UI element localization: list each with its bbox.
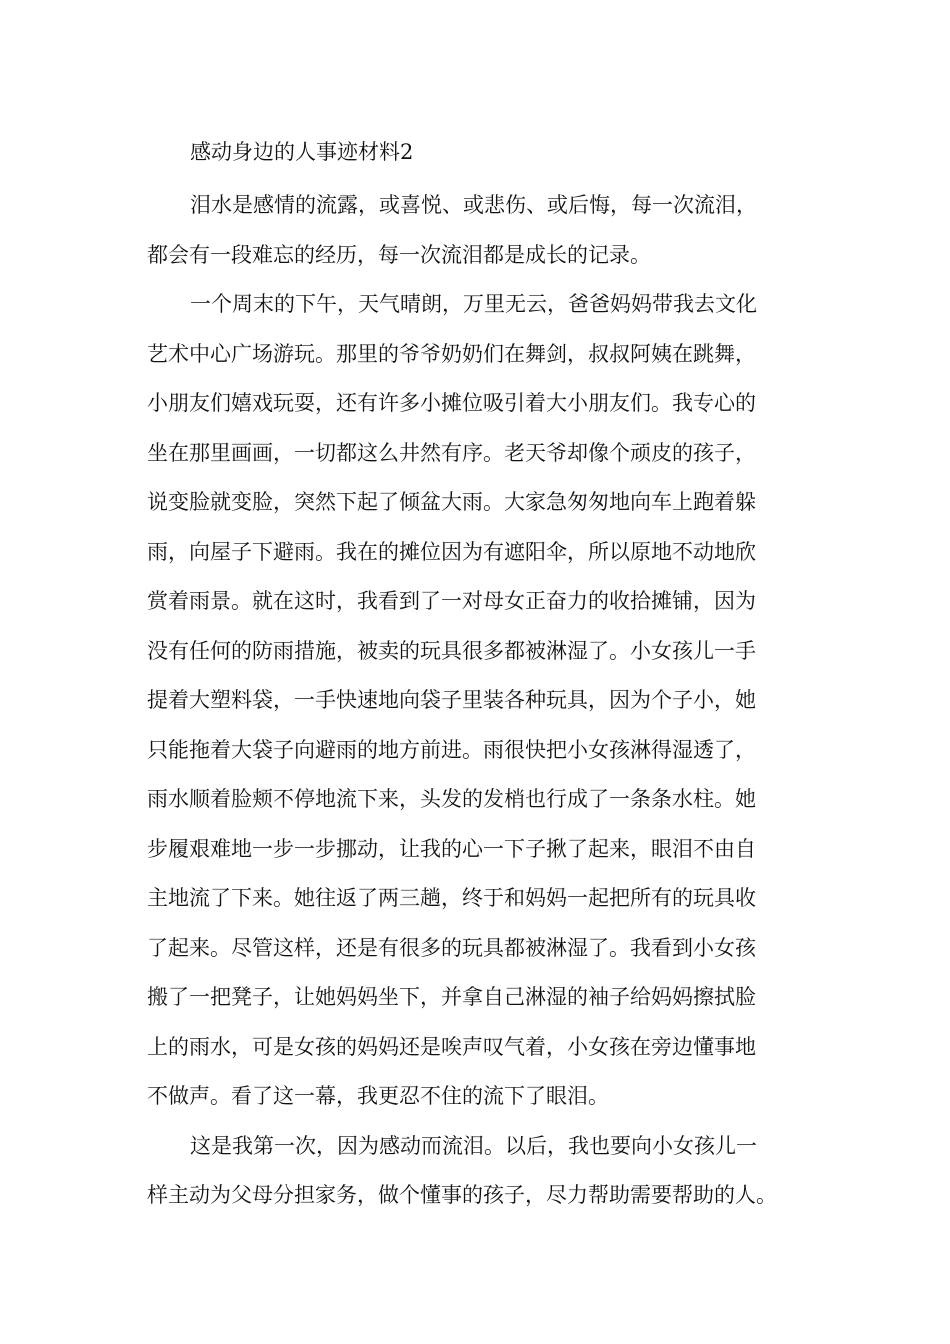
text-line: 艺术中心广场游玩。那里的爷爷奶奶们在舞剑，叔叔阿姨在跳舞，	[147, 341, 756, 366]
paragraph	[147, 280, 827, 1122]
text-line: 了起来。尽管这样，还是有很多的玩具都被淋湿了。我看到小女孩	[147, 935, 756, 960]
document-title: 感动身边的人事迹材料2	[190, 140, 414, 164]
text-line: 一个周末的下午，天气晴朗，万里无云，爸爸妈妈带我去文化	[190, 292, 757, 316]
text-line: 只能拖着大袋子向避雨的地方前进。雨很快把小女孩淋得湿透了，	[147, 737, 756, 762]
text-line: 步履艰难地一步一步挪动，让我的心一下子揪了起来，眼泪不由自	[147, 836, 756, 861]
text-line: 都会有一段难忘的经历，每一次流泪都是成长的记录。	[147, 242, 651, 267]
text-line: 说变脸就变脸，突然下起了倾盆大雨。大家急匆匆地向车上跑着躲	[147, 490, 756, 514]
text-line: 小朋友们嬉戏玩耍，还有许多小摊位吸引着大小朋友们。我专心的	[147, 391, 756, 415]
text-line: 赏着雨景。就在这时，我看到了一对母女正奋力的收拾摊铺，因为	[147, 589, 756, 613]
text-line: 坐在那里画画，一切都这么井然有序。老天爷却像个顽皮的孩子，	[147, 440, 756, 465]
text-line: 主地流了下来。她往返了两三趟，终于和妈妈一起把所有的玩具收	[147, 886, 756, 910]
text-line: 搬了一把凳子，让她妈妈坐下，并拿自己淋湿的袖子给妈妈擦拭脸	[147, 985, 756, 1009]
text-line: 泪水是感情的流露，或喜悦、或悲伤、或后悔，每一次流泪，	[190, 193, 757, 217]
paragraph	[147, 181, 827, 280]
text-line: 这是我第一次，因为感动而流泪。以后，我也要向小女孩儿一	[190, 1133, 757, 1158]
text-line: 提着大塑料袋，一手快速地向袋子里装各种玩具，因为个子小，她	[147, 688, 756, 712]
text-line: 没有任何的防雨措施，被卖的玩具很多都被淋湿了。小女孩儿一手	[147, 638, 756, 663]
text-line: 雨水顺着脸颊不停地流下来，头发的发梢也行成了一条条水柱。她	[147, 787, 756, 811]
paragraph	[147, 1122, 827, 1221]
text-line: 雨，向屋子下避雨。我在的摊位因为有遮阳伞，所以原地不动地欣	[147, 539, 756, 564]
document-body	[147, 181, 827, 1221]
text-line: 样主动为父母分担家务，做个懂事的孩子，尽力帮助需要帮助的人。	[147, 1183, 777, 1207]
text-line: 上的雨水，可是女孩的妈妈还是唉声叹气着，小女孩在旁边懂事地	[147, 1034, 756, 1059]
text-line: 不做声。看了这一幕，我更忍不住的流下了眼泪。	[147, 1084, 609, 1108]
